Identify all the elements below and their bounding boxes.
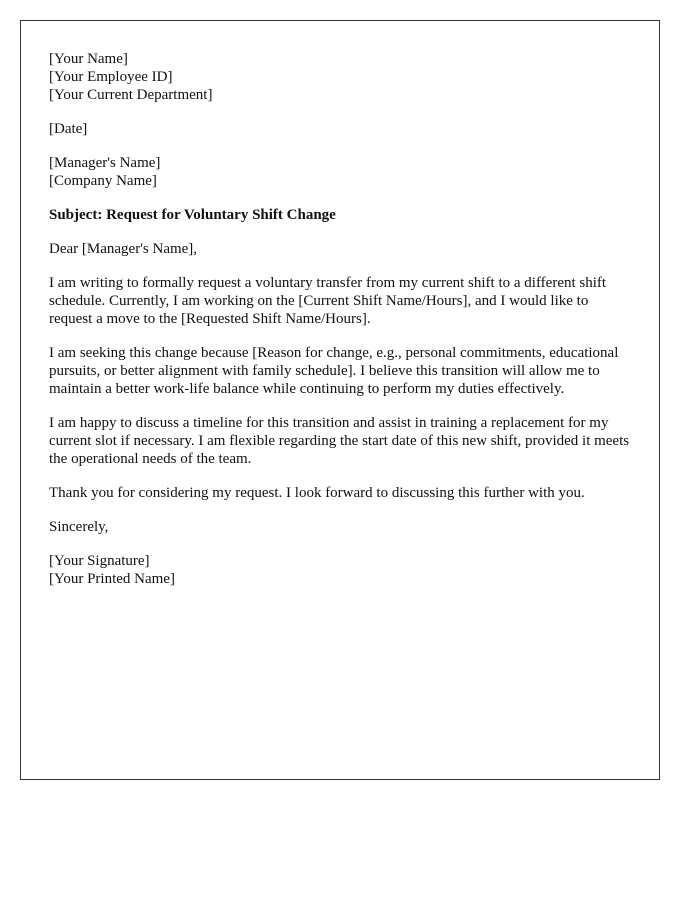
sender-employee-id: [Your Employee ID]	[49, 69, 173, 85]
body-paragraph-2: I am seeking this change because [Reason for change, e.g., personal commitments, educational pursuits, or better alignment with family schedule]. I believe this transition will allow me to maintain a better work-life balance while continuing to perform my duties effectively.	[49, 345, 619, 397]
sender-block	[49, 50, 631, 104]
date-block	[49, 120, 631, 138]
recipient-manager-name: [Manager's Name]	[49, 155, 161, 171]
letter-date: [Date]	[49, 121, 88, 137]
recipient-block	[49, 154, 631, 190]
salutation: Dear [Manager's Name],	[49, 241, 198, 257]
signature-line: [Your Signature]	[49, 553, 150, 569]
signature-block	[49, 552, 631, 588]
closing: Sincerely,	[49, 519, 109, 535]
letter-document	[20, 20, 660, 780]
body-paragraph-4: Thank you for considering my request. I look forward to discussing this further with you.	[49, 485, 585, 501]
printed-name: [Your Printed Name]	[49, 571, 175, 587]
subject-line: Subject: Request for Voluntary Shift Change	[49, 207, 336, 223]
body-paragraph-3: I am happy to discuss a timeline for this transition and assist in training a replacement for my current slot if necessary. I am flexible regarding the start date of this new shift, provided it meets the operational needs of the team.	[49, 415, 630, 467]
body-paragraph-1: I am writing to formally request a voluntary transfer from my current shift to a different shift schedule. Currently, I am working on the [Current Shift Name/Hours], and I would like to request a move to the [Requested Shift Name/Hours].	[49, 275, 607, 327]
recipient-company-name: [Company Name]	[49, 173, 157, 189]
sender-name: [Your Name]	[49, 51, 128, 67]
sender-department: [Your Current Department]	[49, 87, 213, 103]
